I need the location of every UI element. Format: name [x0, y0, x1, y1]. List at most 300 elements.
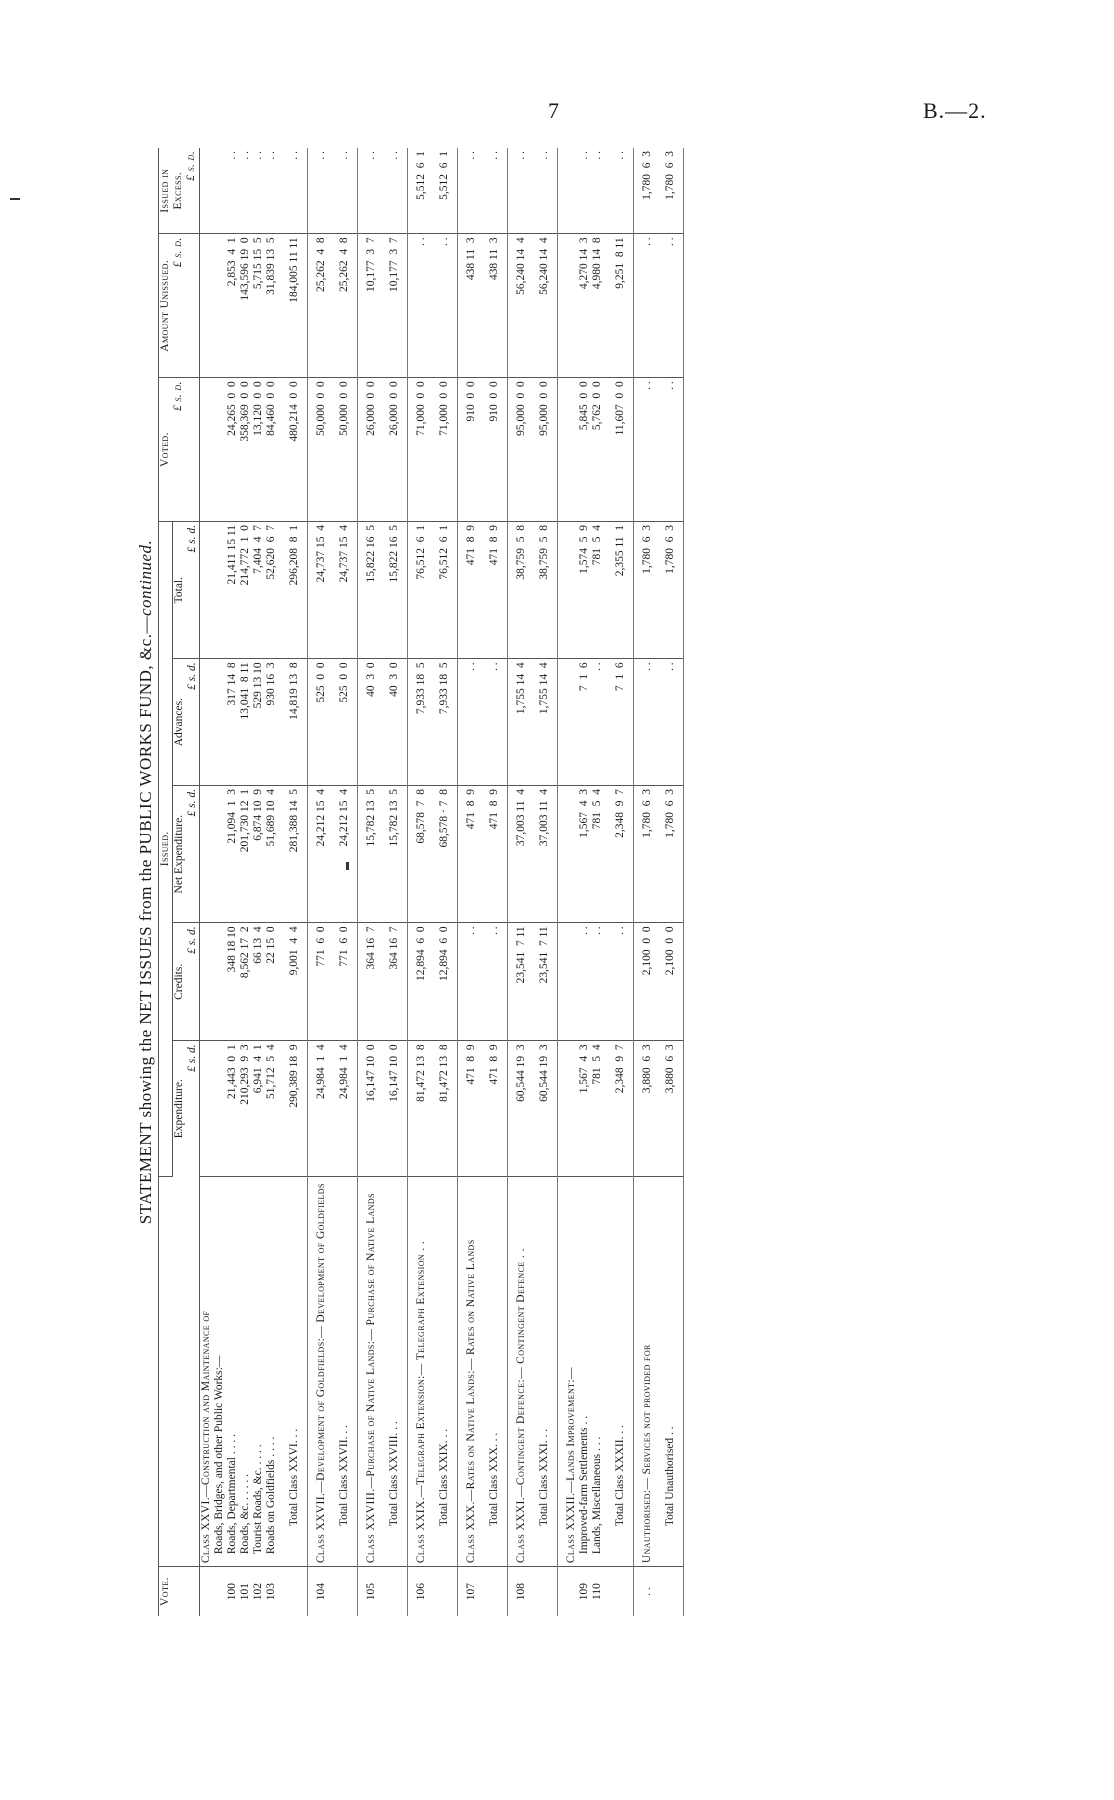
amount-cell [213, 923, 226, 1041]
table-row [239, 148, 252, 1616]
amount-cell: 358,369 0 0 [239, 378, 252, 522]
amount-cell [200, 234, 214, 378]
spacer-cell [508, 1176, 516, 1567]
amount-cell: 5,512 6 1 [428, 148, 458, 234]
scan-mark [10, 198, 20, 200]
vote-number: 107 [465, 1582, 477, 1601]
amount-cell: 1,780 6 3 [654, 521, 684, 658]
spacer-cell [634, 148, 642, 234]
spacer-cell [358, 1567, 366, 1616]
spacer-row [458, 148, 466, 1616]
amount-cell: 15,782 13 5 [378, 785, 408, 922]
amount-cell: 13,120 0 0 [252, 378, 265, 522]
spacer-cell [308, 234, 316, 378]
amount-cell: 771 6 0 [315, 923, 328, 1041]
amount-cell: 24,737 15 4 [315, 521, 328, 658]
spacer-cell [358, 1041, 366, 1176]
row-description: Total Class XXIX. . . [428, 1176, 458, 1567]
row-description: Tourist Roads, &c. . . . . [252, 1176, 265, 1567]
amount-cell: 24,265 0 0 [226, 378, 239, 522]
amount-cell: 471 8 9 [465, 785, 478, 922]
amount-cell: 930 16 3 [265, 659, 278, 786]
amount-cell: 5,845 0 0 [578, 378, 591, 522]
vote-number: 109 [578, 1582, 590, 1601]
spacer-cell [408, 785, 416, 922]
spacer-cell [358, 785, 366, 922]
amount-cell: 7,404 4 7 [252, 521, 265, 658]
amount-cell: . . [465, 659, 478, 786]
amount-cell: 1,780 6 3 [641, 521, 654, 658]
spacer-cell [558, 923, 566, 1041]
header-advances [173, 659, 200, 786]
spacer-cell [458, 378, 466, 522]
amount-cell: 525 0 0 [315, 659, 328, 786]
spacer-cell [558, 1176, 566, 1567]
amount-cell: . . [328, 148, 358, 234]
vote-number [478, 1567, 508, 1616]
spacer-row [358, 148, 366, 1616]
spacer-row [558, 148, 566, 1616]
table-row [591, 148, 604, 1616]
spacer-row [308, 148, 316, 1616]
vote-number [200, 1567, 214, 1616]
spacer-cell [508, 785, 516, 922]
spacer-cell [358, 923, 366, 1041]
amount-cell: 5,715 15 5 [252, 234, 265, 378]
row-description: Class XXXII.—Lands Improvement:— [565, 1176, 578, 1567]
unit-label: £ s. d. [185, 151, 197, 181]
row-description: Class XXX.—Rates on Native Lands:— Rates on Native Lands [465, 1176, 478, 1567]
amount-cell: . . [478, 923, 508, 1041]
amount-cell: 51,689 10 4 [265, 785, 278, 922]
header-credits [173, 923, 200, 1041]
amount-cell: 1,780 6 3 [654, 785, 684, 922]
amount-cell [200, 378, 214, 522]
spacer-cell [358, 148, 366, 234]
amount-cell: 6,941 4 1 [252, 1041, 265, 1176]
amount-cell: 7 1 6 [604, 659, 634, 786]
amount-cell: 296,208 8 1 [278, 521, 308, 658]
vote-number [428, 1567, 458, 1616]
amount-cell: . . [641, 378, 654, 522]
amount-cell: 71,000 0 0 [415, 378, 428, 522]
amount-cell: 2,348 9 7 [604, 785, 634, 922]
amount-cell: 51,712 5 4 [265, 1041, 278, 1176]
row-description: Roads, Departmental . . . . [226, 1176, 239, 1567]
vote-number: . . [641, 1587, 653, 1596]
spacer-cell [408, 659, 416, 786]
total-row [328, 148, 358, 1616]
amount-cell: 143,596 19 0 [239, 234, 252, 378]
row-description: Unauthorised:— Services not provided for [641, 1176, 654, 1567]
amount-cell [200, 785, 214, 922]
spacer-cell [408, 923, 416, 1041]
amount-cell: 5,512 6 1 [415, 148, 428, 234]
unit-label: £ s. d. [172, 381, 184, 412]
amount-cell: 1,780 6 3 [641, 785, 654, 922]
amount-cell: 1,780 6 3 [654, 148, 684, 234]
spacer-cell [558, 659, 566, 786]
amount-cell: 95,000 0 0 [515, 378, 528, 522]
amount-cell [565, 148, 578, 234]
vote-number: 108 [515, 1582, 527, 1601]
header-excess [159, 148, 200, 234]
document-code: B.—2. [923, 98, 987, 123]
amount-cell: 480,214 0 0 [278, 378, 308, 522]
amount-cell: 438 11 3 [465, 234, 478, 378]
unit-label: £ s. d. [186, 1044, 198, 1072]
amount-cell: 1,755 14 4 [528, 659, 558, 786]
amount-cell: 56,240 14 4 [515, 234, 528, 378]
amount-cell [200, 923, 214, 1041]
spacer-cell [358, 1176, 366, 1567]
amount-cell: 16,147 10 0 [378, 1041, 408, 1176]
spacer-cell [634, 521, 642, 658]
spacer-cell [508, 148, 516, 234]
amount-cell: 10,177 3 7 [378, 234, 408, 378]
amount-cell: 52,620 6 7 [265, 521, 278, 658]
spacer-cell [408, 521, 416, 658]
amount-cell: 290,389 18 9 [278, 1041, 308, 1176]
amount-cell: 5,762 0 0 [591, 378, 604, 522]
amount-cell: . . [478, 659, 508, 786]
spacer-cell [558, 1041, 566, 1176]
spacer-cell [634, 659, 642, 786]
spacer-cell [308, 785, 316, 922]
amount-cell: . . [278, 148, 308, 234]
amount-cell: 24,212 15 4 [328, 785, 358, 922]
amount-cell: . . [578, 923, 591, 1041]
table-row [578, 148, 591, 1616]
amount-cell [200, 1041, 214, 1176]
amount-cell: . . [591, 923, 604, 1041]
header-expenditure-label: Expenditure. [173, 1079, 185, 1139]
amount-cell: . . [654, 378, 684, 522]
amount-cell: 15,822 16 5 [365, 521, 378, 658]
amount-cell: . . [428, 234, 458, 378]
amount-cell: . . [515, 148, 528, 234]
header-voted-label: Voted. [159, 432, 171, 468]
amount-cell: 2,100 0 0 [641, 923, 654, 1041]
unit-label: £ s. d. [172, 237, 184, 268]
amount-cell: 71,000 0 0 [428, 378, 458, 522]
row-description: Class XXVI.—Construction and Maintenance of [200, 1176, 214, 1567]
amount-cell: . . [315, 148, 328, 234]
amount-cell: 525 0 0 [328, 659, 358, 786]
header-total [173, 521, 200, 658]
spacer-cell [408, 1041, 416, 1176]
amount-cell: 771 6 0 [328, 923, 358, 1041]
table-row [315, 148, 328, 1616]
amount-cell: 10,177 3 7 [365, 234, 378, 378]
rotated-statement [134, 148, 970, 1616]
amount-cell: 40 3 0 [365, 659, 378, 786]
amount-cell [565, 659, 578, 786]
amount-cell: 1,780 6 3 [641, 148, 654, 234]
amount-cell [565, 923, 578, 1041]
amount-cell [200, 659, 214, 786]
spacer-cell [308, 1176, 316, 1567]
spacer-cell [458, 234, 466, 378]
vote-number: 103 [265, 1582, 277, 1601]
amount-cell: 22 15 0 [265, 923, 278, 1041]
amount-cell: 37,003 11 4 [515, 785, 528, 922]
amount-cell: 37,003 11 4 [528, 785, 558, 922]
amount-cell: 210,293 9 3 [239, 1041, 252, 1176]
spacer-cell [558, 1567, 566, 1616]
amount-cell: 23,541 7 11 [515, 923, 528, 1041]
spacer-cell [558, 785, 566, 922]
spacer-cell [458, 521, 466, 658]
amount-cell: . . [641, 234, 654, 378]
row-description: Roads on Goldfields . . . . [265, 1176, 278, 1567]
spacer-cell [408, 1567, 416, 1616]
amount-cell: 26,000 0 0 [365, 378, 378, 522]
total-row [654, 148, 684, 1616]
spacer-cell [558, 234, 566, 378]
amount-cell: . . [415, 234, 428, 378]
amount-cell: 471 8 9 [465, 521, 478, 658]
spacer-cell [508, 1041, 516, 1176]
table-row [415, 148, 428, 1616]
page-number: 7 [548, 98, 559, 123]
header-unissued-label: Amount Unissued. [159, 259, 171, 352]
amount-cell [213, 148, 226, 234]
amount-cell: 9,001 4 4 [278, 923, 308, 1041]
table-row [265, 148, 278, 1616]
spacer-cell [308, 148, 316, 234]
amount-cell: 21,443 0 1 [226, 1041, 239, 1176]
header-blank [159, 1176, 200, 1567]
amount-cell: 3,880 6 3 [641, 1041, 654, 1176]
spacer-cell [308, 1041, 316, 1176]
amount-cell [565, 785, 578, 922]
spacer-cell [408, 234, 416, 378]
amount-cell: 12,894 6 0 [428, 923, 458, 1041]
amount-cell: 21,411 15 11 [226, 521, 239, 658]
amount-cell: . . [578, 148, 591, 234]
net-issues-table [158, 148, 684, 1616]
header-advances-label: Advances. [173, 698, 185, 747]
title-suffix: continued. [136, 539, 155, 617]
amount-cell: 38,759 5 8 [528, 521, 558, 658]
total-row [604, 148, 634, 1616]
table-row [213, 148, 226, 1616]
amount-cell: 24,984 1 4 [328, 1041, 358, 1176]
vote-number: 110 [591, 1583, 603, 1600]
vote-number [278, 1567, 308, 1616]
table-row [226, 148, 239, 1616]
unit-label: £ s. d. [186, 926, 198, 954]
amount-cell: 12,894 6 0 [415, 923, 428, 1041]
amount-cell: 16,147 10 0 [365, 1041, 378, 1176]
amount-cell: 6,874 10 9 [252, 785, 265, 922]
amount-cell: 31,839 13 5 [265, 234, 278, 378]
vote-number: 105 [365, 1582, 377, 1601]
header-expenditure [173, 1041, 200, 1176]
vote-number [565, 1567, 578, 1616]
amount-cell: 81,472 13 8 [428, 1041, 458, 1176]
unit-label: £ s. d. [186, 524, 198, 553]
vote-number: 104 [315, 1582, 327, 1601]
row-description: Lands, Miscellaneous . . . [591, 1176, 604, 1567]
spacer-cell [458, 923, 466, 1041]
amount-cell: 21,094 1 3 [226, 785, 239, 922]
amount-cell: . . [252, 148, 265, 234]
amount-cell: 1,755 14 4 [515, 659, 528, 786]
amount-cell: 2,348 9 7 [604, 1041, 634, 1176]
amount-cell: . . [641, 659, 654, 786]
vote-number [328, 1567, 358, 1616]
amount-cell: 11,607 0 0 [604, 378, 634, 522]
vote-number [378, 1567, 408, 1616]
spacer-cell [508, 659, 516, 786]
spacer-cell [308, 923, 316, 1041]
amount-cell: 66 13 4 [252, 923, 265, 1041]
amount-cell [213, 521, 226, 658]
row-description: Roads, Bridges, and other Public Works:— [213, 1176, 226, 1567]
amount-cell: 76,512 6 1 [428, 521, 458, 658]
row-description: Total Class XXVII. . . [328, 1176, 358, 1567]
amount-cell: 7,933 18 5 [428, 659, 458, 786]
amount-cell: . . [478, 148, 508, 234]
amount-cell [213, 234, 226, 378]
vote-number [654, 1567, 684, 1616]
amount-cell: 60,544 19 3 [515, 1041, 528, 1176]
amount-cell: 76,512 6 1 [415, 521, 428, 658]
amount-cell: 68,578 · 7 8 [428, 785, 458, 922]
vote-number: 100 [226, 1582, 238, 1601]
spacer-cell [558, 148, 566, 234]
vote-number: 102 [252, 1582, 264, 1601]
amount-cell: 9,251 8 11 [604, 234, 634, 378]
spacer-cell [358, 378, 366, 522]
table-row [515, 148, 528, 1616]
spacer-cell [308, 378, 316, 522]
amount-cell: 81,472 13 8 [415, 1041, 428, 1176]
amount-cell: . . [654, 659, 684, 786]
vote-number [528, 1567, 558, 1616]
amount-cell: . . [604, 148, 634, 234]
spacer-cell [408, 1176, 416, 1567]
amount-cell [565, 378, 578, 522]
spacer-cell [308, 659, 316, 786]
spacer-cell [508, 1567, 516, 1616]
amount-cell: 7 1 6 [578, 659, 591, 786]
amount-cell [213, 785, 226, 922]
title-main: STATEMENT showing the NET ISSUES from the PUBLIC WORKS FUND, &c.— [136, 616, 155, 1225]
amount-cell: 25,262 4 8 [315, 234, 328, 378]
amount-cell: 281,388 14 5 [278, 785, 308, 922]
spacer-cell [408, 148, 416, 234]
amount-cell: 438 11 3 [478, 234, 508, 378]
amount-cell [200, 148, 214, 234]
amount-cell: 2,355 11 1 [604, 521, 634, 658]
total-row [428, 148, 458, 1616]
table-row [252, 148, 265, 1616]
amount-cell: . . [226, 148, 239, 234]
spacer-cell [634, 785, 642, 922]
spacer-cell [458, 1041, 466, 1176]
spacer-cell [408, 378, 416, 522]
amount-cell: 214,772 1 0 [239, 521, 252, 658]
spacer-row [408, 148, 416, 1616]
unit-label: £ s. d. [186, 662, 198, 690]
spacer-row [634, 148, 642, 1616]
amount-cell: 68,578 7 8 [415, 785, 428, 922]
row-description: Total Class XXVI. . . [278, 1176, 308, 1567]
amount-cell: 25,262 4 8 [328, 234, 358, 378]
amount-cell: 8,562 17 2 [239, 923, 252, 1041]
amount-cell [213, 1041, 226, 1176]
amount-cell: 781 5 4 [591, 1041, 604, 1176]
amount-cell: 781 5 4 [591, 785, 604, 922]
amount-cell: 364 16 7 [378, 923, 408, 1041]
amount-cell [213, 378, 226, 522]
amount-cell: . . [528, 148, 558, 234]
table-row [565, 148, 578, 1616]
amount-cell: 84,460 0 0 [265, 378, 278, 522]
amount-cell: 95,000 0 0 [528, 378, 558, 522]
spacer-cell [508, 923, 516, 1041]
spacer-cell [634, 1176, 642, 1567]
spacer-cell [508, 521, 516, 658]
unit-label: £ s. d. [186, 788, 198, 817]
spacer-cell [634, 1041, 642, 1176]
amount-cell: 2,853 4 1 [226, 234, 239, 378]
amount-cell: 24,737 15 4 [328, 521, 358, 658]
table-row [465, 148, 478, 1616]
spacer-cell [634, 378, 642, 522]
amount-cell: 364 16 7 [365, 923, 378, 1041]
amount-cell: . . [465, 148, 478, 234]
header-credits-label: Credits. [173, 963, 185, 1000]
table-row [200, 148, 214, 1616]
row-description: Class XXIX.—Telegraph Extension:— Telegraph Extension . . [415, 1176, 428, 1567]
row-description: Class XXXI.—Contingent Defence:— Contingent Defence . . [515, 1176, 528, 1567]
row-description: Class XXVII.—Development of Goldfields:— Development of Goldfields [315, 1176, 328, 1567]
spacer-cell [634, 1567, 642, 1616]
amount-cell: 60,544 19 3 [528, 1041, 558, 1176]
spacer-cell [558, 378, 566, 522]
amount-cell: 348 18 10 [226, 923, 239, 1041]
table-row [641, 148, 654, 1616]
amount-cell: 471 8 9 [478, 521, 508, 658]
vote-number [604, 1567, 634, 1616]
header-voted [159, 378, 200, 522]
header-total-label: Total. [173, 577, 185, 604]
total-row [528, 148, 558, 1616]
amount-cell: 3,880 6 3 [654, 1041, 684, 1176]
header-net-label: Net Expenditure. [173, 814, 185, 894]
amount-cell: 15,782 13 5 [365, 785, 378, 922]
spacer-cell [458, 148, 466, 234]
amount-cell: 184,005 11 11 [278, 234, 308, 378]
total-row [278, 148, 308, 1616]
amount-cell [565, 521, 578, 658]
spacer-cell [634, 923, 642, 1041]
amount-cell: 471 8 9 [465, 1041, 478, 1176]
amount-cell: . . [654, 234, 684, 378]
row-description: Total Class XXX. . . [478, 1176, 508, 1567]
amount-cell: 15,822 16 5 [378, 521, 408, 658]
total-row [478, 148, 508, 1616]
amount-cell: 40 3 0 [378, 659, 408, 786]
row-description: Total Class XXVIII. . . [378, 1176, 408, 1567]
row-description: Total Unauthorised . . [654, 1176, 684, 1567]
amount-cell: . . [591, 659, 604, 786]
amount-cell: 13,041 8 11 [239, 659, 252, 786]
